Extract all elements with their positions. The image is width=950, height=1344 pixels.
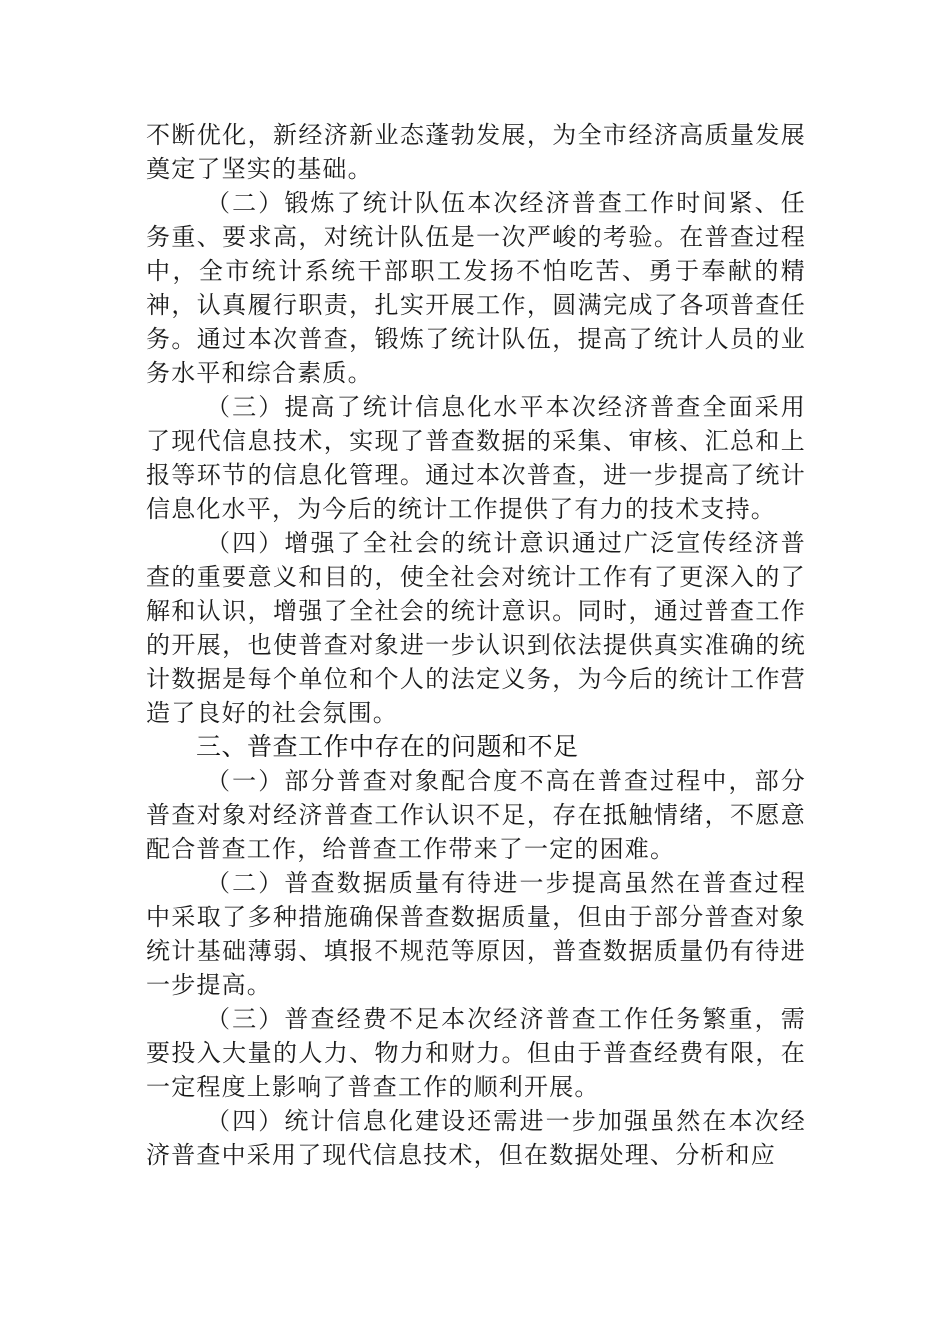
paragraph-data-quality: （二）普查数据质量有待进一步提高虽然在普查过程中采取了多种措施确保普查数据质量，但由于部分普查对象统计基础薄弱、填报不规范等原因，普查数据质量仍有待进一步提高。 bbox=[146, 869, 806, 999]
paragraph-informatization-building: （四）统计信息化建设还需进一步加强虽然在本次经济普查中采用了现代信息技术，但在数据处理、分析和应 bbox=[146, 1107, 806, 1169]
paragraph-trained-team: （二）锻炼了统计队伍本次经济普查工作时间紧、任务重、要求高，对统计队伍是一次严峻的考验。在普查过程中，全市统计系统干部职工发扬不怕吃苦、勇于奉献的精神，认真履行职责，扎实开展工作，圆满完成了各项普查任务。通过本次普查，锻炼了统计队伍，提高了统计人员的业务水平和综合素质。 bbox=[146, 189, 806, 387]
paragraph-statistical-awareness: （四）增强了全社会的统计意识通过广泛宣传经济普查的重要意义和目的，使全社会对统计工作有了更深入的了解和认识，增强了全社会的统计意识。同时，通过普查工作的开展，也使普查对象进一步认识到依法提供真实准确的统计数据是每个单位和个人的法定义务，为今后的统计工作营造了良好的社会氛围。 bbox=[146, 529, 806, 727]
document-body bbox=[146, 118, 806, 1172]
section-heading: 三、普查工作中存在的问题和不足 bbox=[196, 732, 579, 761]
paragraph-continuation: 不断优化，新经济新业态蓬勃发展，为全市经济高质量发展奠定了坚实的基础。 bbox=[146, 121, 806, 183]
paragraph-insufficient-funding: （三）普查经费不足本次经济普查工作任务繁重，需要投入大量的人力、物力和财力。但由于普查经费有限，在一定程度上影响了普查工作的顺利开展。 bbox=[146, 1005, 806, 1101]
paragraph-informatization: （三）提高了统计信息化水平本次经济普查全面采用了现代信息技术，实现了普查数据的采集、审核、汇总和上报等环节的信息化管理。通过本次普查，进一步提高了统计信息化水平，为今后的统计工作提供了有力的技术支持。 bbox=[146, 393, 806, 523]
paragraph-low-cooperation: （一）部分普查对象配合度不高在普查过程中，部分普查对象对经济普查工作认识不足，存在抵触情绪，不愿意配合普查工作，给普查工作带来了一定的困难。 bbox=[146, 767, 806, 863]
